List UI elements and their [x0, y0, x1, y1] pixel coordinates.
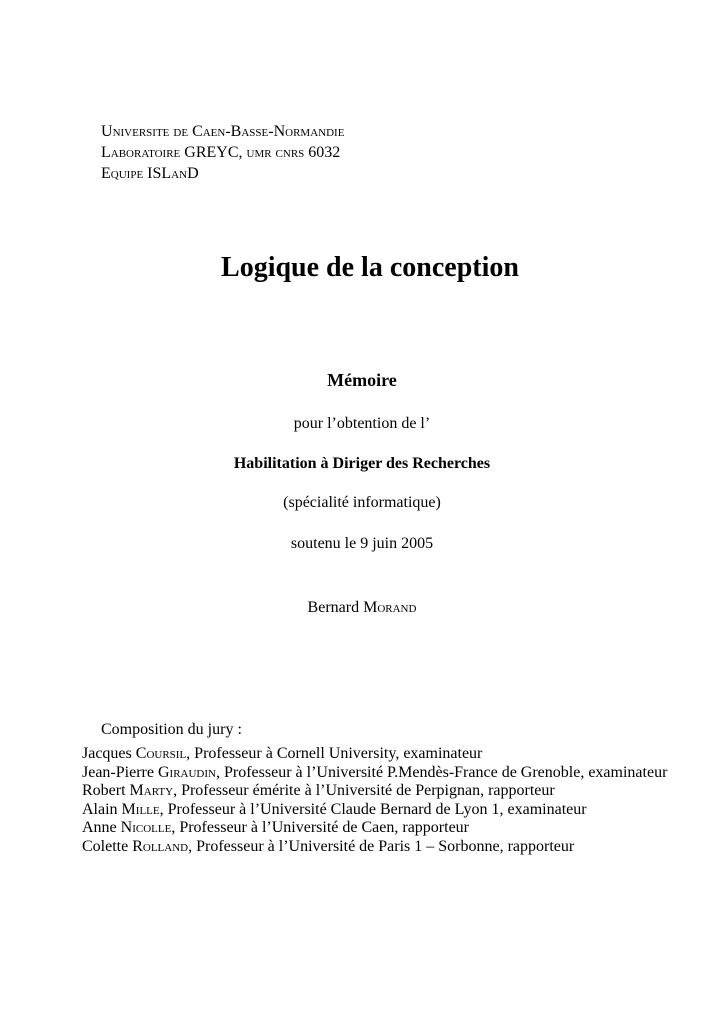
text: M: [363, 599, 378, 616]
text: L: [101, 144, 111, 161]
text: , Professeur à l’Université de Caen, rapporteur: [171, 819, 469, 836]
text: M: [121, 800, 136, 818]
text: 6032: [308, 144, 341, 161]
text: E: [101, 165, 111, 182]
text: icolle: [132, 819, 172, 836]
text: R: [132, 837, 143, 855]
text: N: [120, 819, 133, 836]
degree-line: Habilitation à Diriger des Recherches: [233, 455, 491, 472]
text: Robert: [82, 782, 130, 799]
text: aen-: [202, 123, 231, 140]
text: arty: [143, 782, 174, 799]
text: G: [157, 763, 170, 781]
text: aboratoire: [110, 144, 185, 161]
jury-list: [82, 745, 702, 856]
text: N: [273, 123, 286, 140]
text: D: [187, 165, 199, 182]
document-title: Logique de la conception: [221, 252, 519, 283]
text: , Professeur à l’Université Claude Bernard de Lyon 1, examinateur: [159, 800, 587, 818]
text: , Professeur émérite à l’Université de Perpignan, rapporteur: [173, 782, 555, 799]
text: Alain: [82, 800, 122, 818]
text: orand: [377, 599, 417, 616]
text: , Professeur à Cornell University, examinateur: [186, 745, 483, 762]
text: olland: [142, 837, 189, 855]
text: Jean-Pierre: [82, 763, 158, 781]
institution-header: [101, 121, 344, 184]
text: Colette: [82, 837, 133, 855]
purpose-line: pour l’obtention de l’: [293, 415, 431, 432]
text: ISL: [147, 165, 172, 182]
text: iraudin: [169, 763, 216, 781]
text: Anne: [82, 819, 121, 836]
jury-member: [82, 764, 702, 783]
defense-date: soutenu le 9 juin 2005: [290, 535, 434, 552]
memoire-heading: Mémoire: [327, 370, 397, 390]
team-line: [101, 163, 344, 184]
text: Jacques: [82, 745, 136, 762]
text: ille: [135, 800, 160, 818]
jury-member: [82, 782, 702, 801]
text: , Professeur à l’Université P.Mendès-France de Grenoble, examinateur: [215, 763, 668, 781]
text: C: [135, 745, 147, 762]
jury-member: [82, 801, 702, 820]
text: quipe: [110, 165, 148, 182]
text: asse-: [241, 123, 274, 140]
text: B: [230, 123, 242, 140]
author-name: [0, 597, 724, 619]
text: C: [192, 123, 203, 140]
text: ormandie: [285, 123, 345, 140]
laboratory-line: [101, 142, 344, 163]
text: GREYC,: [184, 144, 247, 161]
text: an: [171, 165, 188, 182]
jury-member: [82, 819, 702, 838]
text: M: [129, 782, 144, 799]
text: , Professeur à l’Université de Paris 1 – Sorbonne, rapporteur: [188, 837, 575, 855]
university-line: [101, 121, 344, 142]
text: niversite de: [112, 123, 193, 140]
text: umr cnrs: [246, 144, 309, 161]
text: oursil: [146, 745, 187, 762]
jury-heading: Composition du jury :: [101, 721, 242, 738]
specialty-line: (spécialité informatique): [283, 494, 441, 511]
text: Bernard: [307, 599, 364, 616]
jury-member: [82, 745, 702, 764]
text: U: [101, 123, 113, 140]
jury-member: [82, 838, 702, 857]
